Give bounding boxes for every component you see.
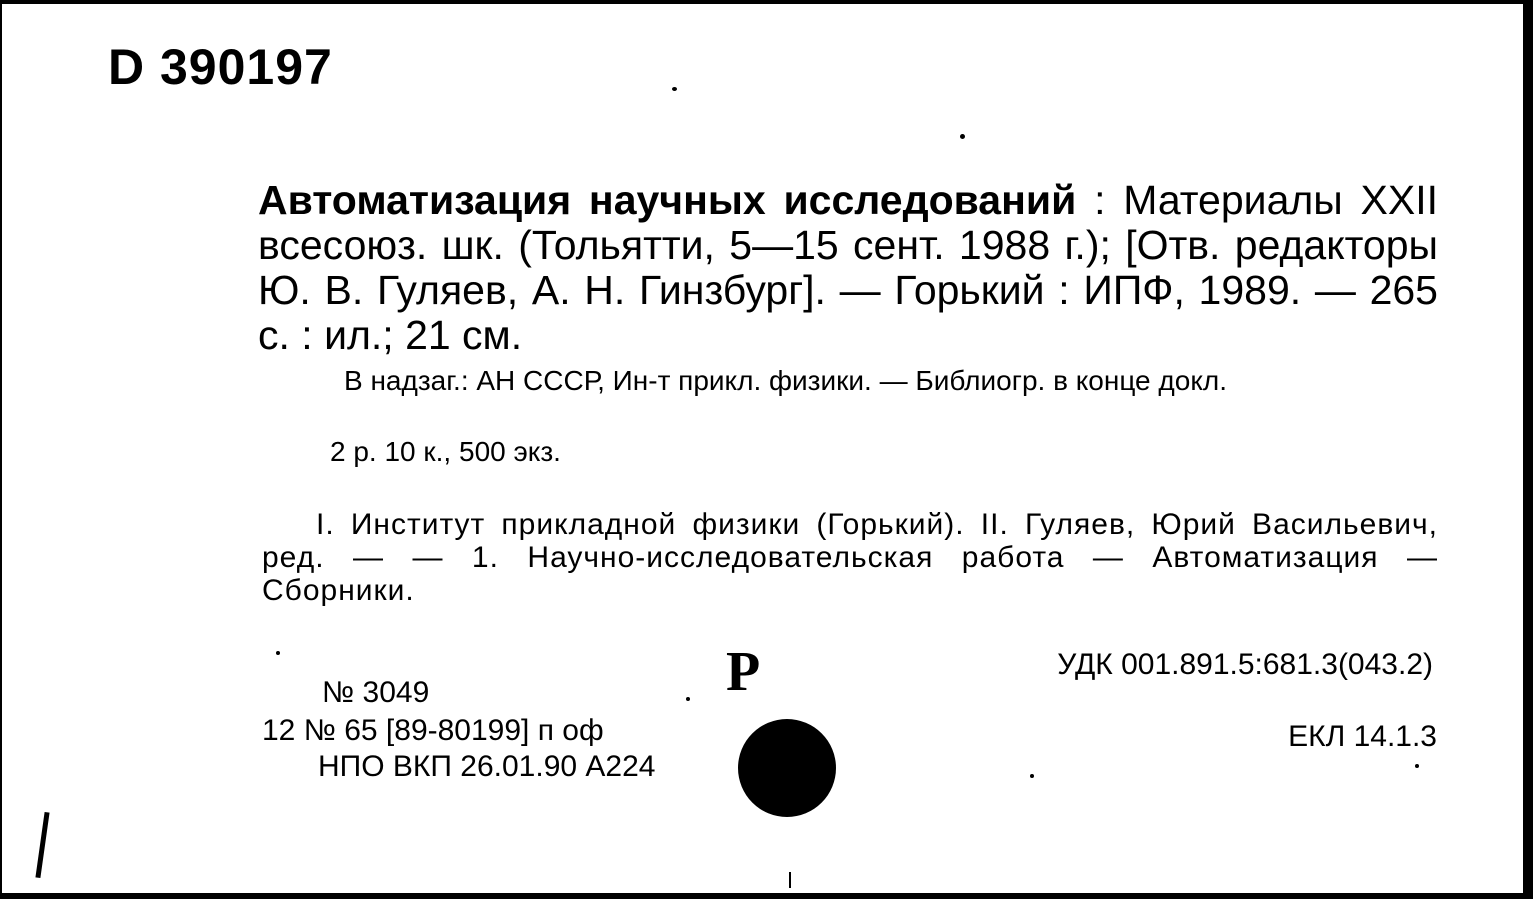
speck [960,134,965,139]
speck [1415,764,1419,768]
tracing-text: I. Институт прикладной физики (Горький). II. Гуляев, Юрий Васильевич, ред. — — 1. Научно-исследовательская работа — Автоматизация — Сборники. [262,508,1438,607]
ekl-code: ЕКЛ 14.1.3 [1288,720,1437,753]
punch-hole [738,719,836,817]
speck [1030,774,1034,778]
title-rest: : Материалы XXII всесоюз. шк. (Тольятти, 5—15 сент. 1988 г.); [Отв. редакторы Ю. В. Гуляев, А. Н. Гинзбург]. — Горький : ИПФ, 1989. — 265 с. : ил.; 21 см. [258,177,1439,358]
edge-tick [789,872,791,888]
title-bold: Автоматизация научных исследований [258,177,1077,223]
speck [672,87,677,91]
speck [276,651,280,655]
tracing [262,508,1438,607]
note-text: В надзаг.: АН СССР, Ин-т прикл. физики. — Библиогр. в конце докл. [344,365,1227,396]
udk-code: УДК 001.891.5:681.3(043.2) [1057,648,1433,681]
price-line: 2 р. 10 к., 500 экз. [330,436,561,467]
category-letter: Р [726,641,761,703]
bibliographic-description [258,178,1438,358]
card-number: № 3049 [322,676,430,709]
shelfmark: D 390197 [108,39,333,95]
speck [686,697,690,701]
publication-line-2: НПО ВКП 26.01.90 А224 [318,750,656,783]
note [262,364,1438,397]
publication-line-1: 12 № 65 [89-80199] п оф [262,714,604,747]
